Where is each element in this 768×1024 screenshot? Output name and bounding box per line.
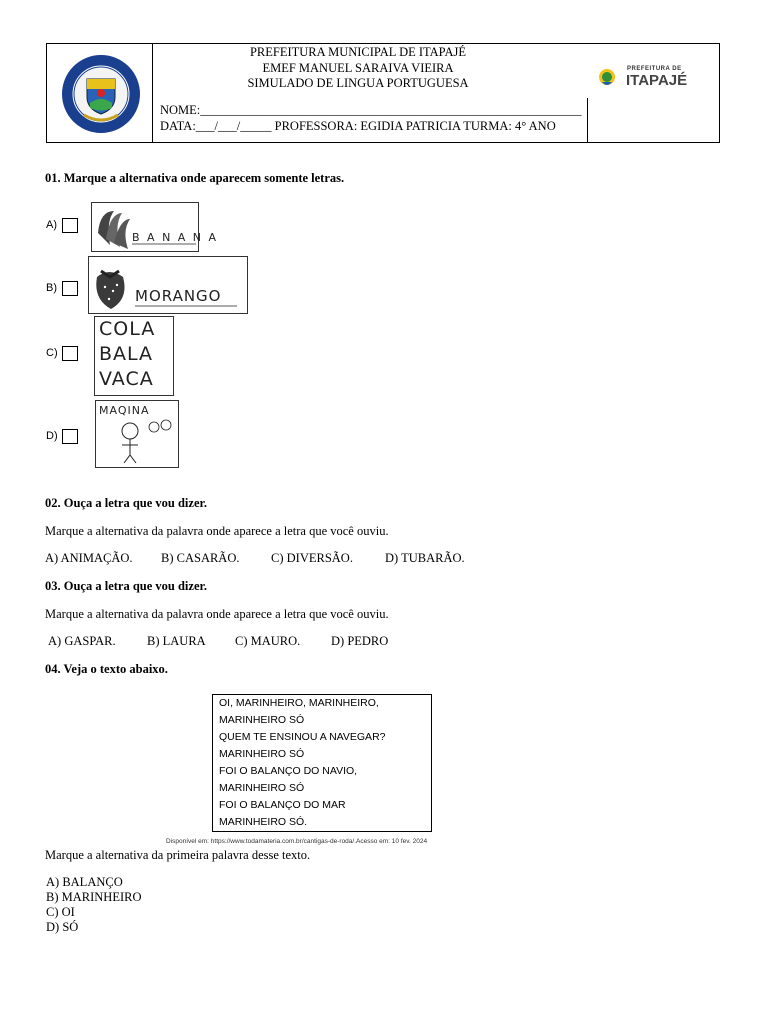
q4-option-a[interactable]: A) BALANÇO: [46, 875, 123, 889]
header-prefeitura: PREFEITURA MUNICIPAL DE ITAPAJÉ: [249, 45, 467, 59]
header-divider: [587, 98, 588, 143]
poem-line: FOI O BALANÇO DO MAR: [219, 799, 346, 811]
poem-line: MARINHEIRO SÓ: [219, 714, 305, 726]
q1-option-b-letter: B): [46, 282, 57, 294]
poem-line: OI, MARINHEIRO, MARINHEIRO,: [219, 697, 379, 709]
school-emblem-logo: [60, 53, 142, 135]
q1-option-c-letter: C): [46, 347, 58, 359]
q1-option-d-letter: D): [46, 430, 58, 442]
svg-text:B A N A N A: B A N A N A: [132, 231, 219, 244]
q4-instruction: Marque a alternativa da primeira palavra desse texto.: [45, 848, 311, 862]
q4-option-d[interactable]: D) SÓ: [46, 920, 79, 934]
name-field[interactable]: NOME:_____________________________________________________________: [160, 103, 582, 117]
poem-line: QUEM TE ENSINOU A NAVEGAR?: [219, 731, 386, 743]
handwritten-word-cola: COLA: [99, 318, 156, 340]
q2-option-a[interactable]: A) ANIMAÇÃO.: [45, 551, 133, 565]
poem-line: FOI O BALANÇO DO NAVIO,: [219, 765, 358, 777]
poem-source-citation: Disponível em: https://www.todamateria.com.br/cantigas-de-roda/.Acesso em: 10 fev. 2024: [166, 838, 428, 845]
date-teacher-class-field[interactable]: DATA:___/___/_____ PROFESSORA: EGIDIA PATRICIA TURMA: 4° ANO: [160, 119, 556, 133]
strawberry-drawing-icon: [89, 257, 247, 313]
city-logo-caption: PREFEITURA DE: [627, 66, 682, 72]
q1-option-c-image: [94, 316, 174, 396]
q1-option-c-checkbox[interactable]: [62, 346, 78, 361]
header-exam-title: SIMULADO DE LINGUA PORTUGUESA: [247, 76, 469, 90]
q2-option-c[interactable]: C) DIVERSÃO.: [271, 551, 353, 565]
poem-line: MARINHEIRO SÓ: [219, 782, 305, 794]
poem-line: MARINHEIRO SÓ.: [219, 816, 308, 828]
q1-option-d-image: [95, 400, 179, 468]
q2-instruction: Marque a alternativa da palavra onde aparece a letra que você ouviu.: [45, 524, 389, 538]
poem-box: [212, 694, 432, 832]
svg-text:MORANGO: MORANGO: [135, 287, 222, 305]
q4-option-c[interactable]: C) OI: [46, 905, 75, 919]
q2-option-d[interactable]: D) TUBARÃO.: [385, 551, 465, 565]
city-logo-name: ITAPAJÉ: [626, 72, 688, 89]
q1-option-a-checkbox[interactable]: [62, 218, 78, 233]
banana-drawing-icon: [92, 203, 219, 251]
q3-title: 03. Ouça a letra que vou dizer.: [45, 579, 208, 593]
handwritten-word-bala: BALA: [99, 343, 154, 365]
svg-text:MAQINA: MAQINA: [99, 404, 150, 417]
q1-option-a-image: [91, 202, 219, 252]
q4-option-b[interactable]: B) MARINHEIRO: [46, 890, 142, 904]
q3-instruction: Marque a alternativa da palavra onde aparece a letra que você ouviu.: [45, 607, 389, 621]
handwritten-word-vaca: VACA: [99, 368, 154, 390]
poem-line: MARINHEIRO SÓ: [219, 748, 305, 760]
q1-option-b-image: [88, 256, 248, 314]
q4-title: 04. Veja o texto abaixo.: [45, 662, 168, 676]
q2-title: 02. Ouça a letra que vou dizer.: [45, 496, 208, 510]
q1-option-d-checkbox[interactable]: [62, 429, 78, 444]
q2-option-b[interactable]: B) CASARÃO.: [161, 551, 240, 565]
header-school-name: EMEF MANUEL SARAIVA VIEIRA: [262, 61, 454, 75]
q3-option-a[interactable]: A) GASPAR.: [48, 634, 116, 648]
city-emblem-icon: [598, 66, 616, 88]
q1-option-b-checkbox[interactable]: [62, 281, 78, 296]
q1-title: 01. Marque a alternativa onde aparecem somente letras.: [45, 171, 345, 185]
q3-option-c[interactable]: C) MAURO.: [235, 634, 301, 648]
q3-option-d[interactable]: D) PEDRO: [331, 634, 389, 648]
child-drawing-icon: [96, 401, 178, 467]
q1-option-a-letter: A): [46, 219, 57, 231]
q3-option-b[interactable]: B) LAURA: [147, 634, 206, 648]
